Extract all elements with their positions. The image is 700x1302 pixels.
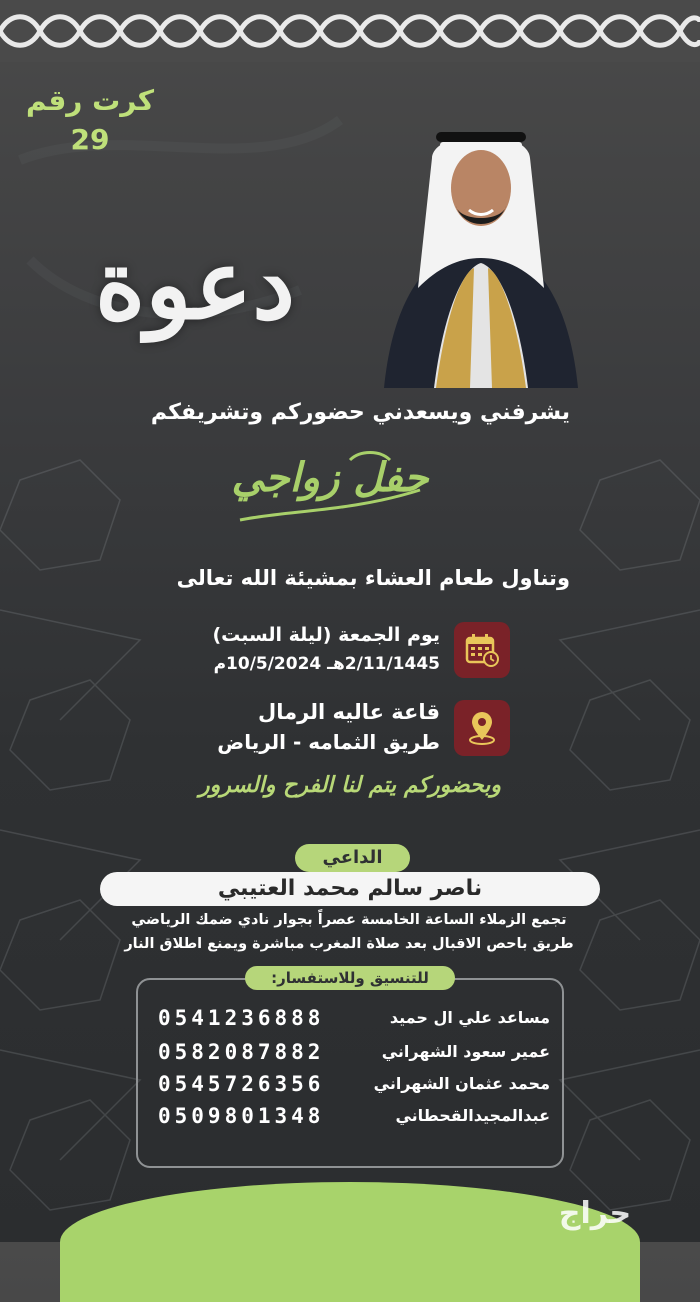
wedding-title (230, 440, 430, 540)
contact-row (150, 1072, 550, 1102)
invitation-title: دعوة (95, 228, 295, 341)
venue-name: قاعة عاليه الرمال (257, 700, 440, 724)
calendar-icon (454, 622, 510, 678)
card-number-label: كرت رقم (26, 84, 154, 117)
contact-row (150, 1104, 550, 1134)
host-name: ناصر سالم محمد العتيبي (100, 872, 600, 906)
card-number (20, 84, 160, 156)
location-pin-icon (454, 700, 510, 756)
location-row (150, 698, 510, 760)
host-label: الداعي (295, 844, 410, 872)
honor-line: يشرفني ويسعدني حضوركم وتشريفكم (150, 400, 570, 425)
blessing-line: وبحضوركم يتم لنا الفرح والسرور (199, 772, 501, 798)
contact-name: محمد عثمان الشهراني (373, 1074, 550, 1093)
wedding-title-text: حفل زواجي (231, 454, 429, 501)
dinner-line: وتناول طعام العشاء بمشيئة الله تعالى (176, 566, 570, 590)
card-number-value: 29 (70, 123, 110, 156)
date-row (150, 620, 510, 682)
contact-phone[interactable]: 0509801348 (158, 1104, 325, 1128)
contact-row (150, 1040, 550, 1070)
contact-name: مساعد علي ال حميد (389, 1008, 550, 1027)
contact-row (150, 1006, 550, 1036)
note-line-2: طريق باحص الاقبال بعد صلاة المغرب مباشرة ويمنع اطلاق النار (124, 936, 574, 952)
contact-phone[interactable]: 0541236888 (158, 1006, 325, 1030)
haraj-watermark: حراج (558, 1196, 632, 1231)
contact-phone[interactable]: 0582087882 (158, 1040, 325, 1064)
contact-name: عمير سعود الشهراني (381, 1042, 550, 1061)
event-date: 2/11/1445هـ 10/5/2024م (213, 654, 440, 674)
contact-phone[interactable]: 0545726356 (158, 1072, 325, 1096)
venue-road: طريق الثمامه - الرياض (217, 730, 440, 754)
groom-portrait (374, 118, 588, 388)
contacts-label: للتنسيق وللاستفسار: (245, 966, 455, 990)
contact-name: عبدالمجيدالقحطاني (395, 1106, 550, 1125)
event-day: يوم الجمعة (ليلة السبت) (212, 624, 440, 646)
note-line-1: تجمع الزملاء الساعة الخامسة عصراً بجوار نادي ضمك الرياضي (131, 912, 567, 928)
